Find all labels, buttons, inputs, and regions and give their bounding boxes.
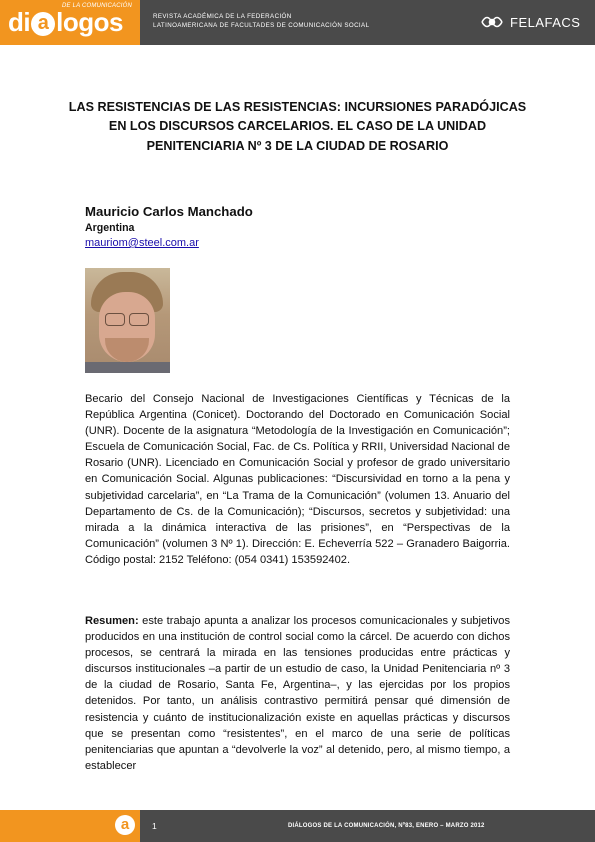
page-number: 1 [152,821,157,831]
page-footer [0,810,595,842]
journal-line-1: REVISTA ACADÉMICA DE LA FEDERACIÓN [153,13,292,20]
dialogos-logo [0,0,140,45]
article-title: LAS RESISTENCIAS DE LAS RESISTENCIAS: INCURSIONES PARADÓJICAS EN LOS DISCURSOS CARCELARIOS. EL CASO DE LA UNIDAD PENITENCIARIA Nº 3 DE LA CIUDAD DE ROSARIO [68,100,527,153]
journal-line-2: LATINOAMERICANA DE FACULTADES DE COMUNICACIÓN SOCIAL [153,21,370,29]
footer-accent [0,810,140,842]
author-bio: Becario del Consejo Nacional de Investigaciones Científicas y Técnicas de la República Argentina (Conicet). Doctorando del Doctorado en Comunicación Social (UNR). Docente de la asignatura “Metodología de la Investigación en Comunicación”; Escuela de Comunicación Social, Fac. de Cs. Política y RRII, Universidad Nacional de Rosario (UNR). Licenciado en Comunicación Social y profesor de grado universitario en Comunicación Social. Algunas publicaciones: “Discursividad en torno a la pena y subjetividad carcelaria”, en “La Trama de la Comunicación” (volumen 13. Anuario del Departamento de Cs. de la Comunicación); “Discursos, secretos y subjetividad: una mirada a la dinámica interactiva de las prisiones”, en “Perspectivas de la Comunicación” (volumen 3 Nº 1). Dirección: E. Echeverría 522 – Granadero Baigorria. Código postal: 2152 Teléfono: (054 0341) 153592402. [85,393,510,566]
logo-wordmark [8,6,123,38]
journal-description [153,13,369,30]
logo-post: logos [56,7,123,37]
page-header [0,0,595,45]
author-country: Argentina [85,222,135,234]
felafacs-mark-icon [478,11,506,38]
abstract-text: este trabajo apunta a analizar los procesos comunicacionales y subjetivos producidos en una institución de control social como la cárcel. De acuerdo con dichos procesos, se centrará la mirada en las tensiones producidas entre prácticas y discursos institucionales –a partir de un estudio de caso, la Unidad Penitenciaria nº 3 de la ciudad de Rosario, Santa Fe, Argentina–, y las ejercidas por los propios detenidos. Por tanto, un análisis contrastivo permitirá pensar qué dimensión de resistencia y cuánto de institucionalización existe en aquellas prácticas y discursos que se presentan como “resistentes”, en el marco de una serie de políticas penitenciarias que apuntan a “devolverle la voz” al detenido, pero, al mismo tiempo, a establecer [85,615,510,772]
logo-pre: di [8,7,31,37]
felafacs-wordmark: FELAFACS [510,15,581,30]
abstract-label: Resumen: [85,615,139,627]
logo-a-icon: a [31,12,55,36]
footer-logo-icon: a [115,815,135,835]
author-name: Mauricio Carlos Manchado [85,204,253,219]
author-photo [85,268,170,373]
logo-tagline: DE LA COMUNICACIÓN [62,3,133,9]
abstract-paragraph [85,613,510,774]
author-email-link[interactable]: mauriom@steel.com.ar [85,237,199,249]
journal-issue-info: DIÁLOGOS DE LA COMUNICACIÓN, Nº83, ENERO – MARZO 2012 [288,823,485,829]
